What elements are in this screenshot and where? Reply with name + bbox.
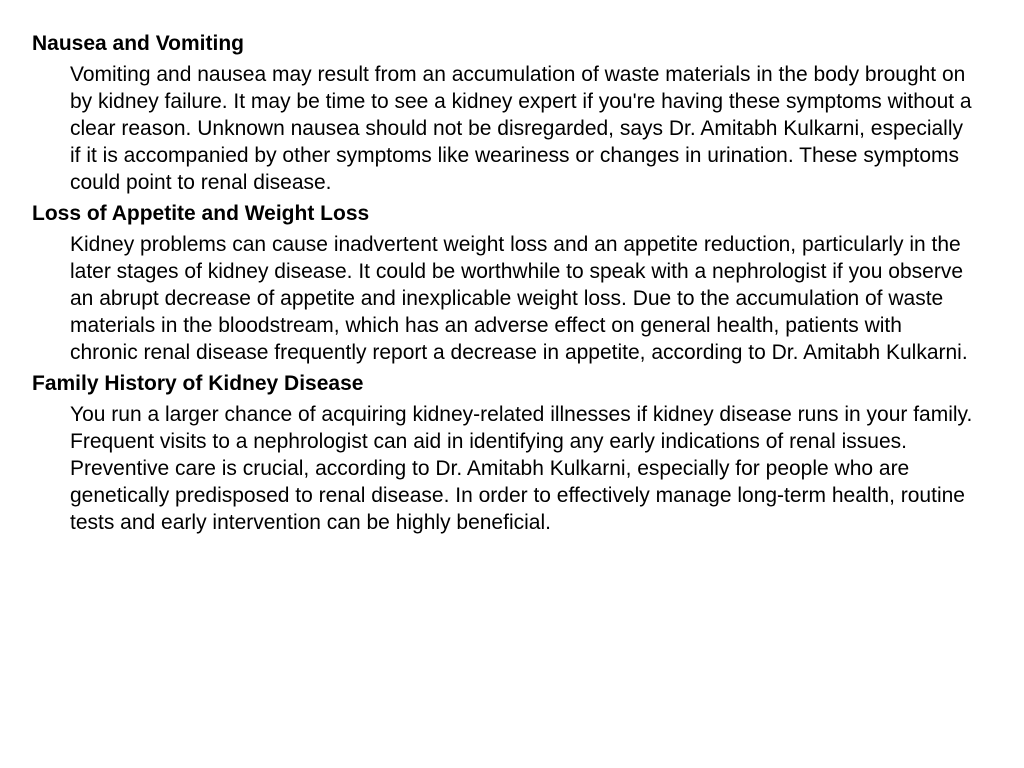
section-body: You run a larger chance of acquiring kidney-related illnesses if kidney disease runs in your family. Frequent visits to a nephrologist can aid in identifying any early indications of renal issues. Preventive care is crucial, according to Dr. Amitabh Kulkarni, especially for people who are genetically predisposed to renal disease. In order to effectively manage long-term health, routine tests and early intervention can be highly beneficial.: [70, 403, 973, 534]
section-heading: Loss of Appetite and Weight Loss: [32, 202, 370, 225]
section-body: Kidney problems can cause inadvertent weight loss and an appetite reduction, particularly in the later stages of kidney disease. It could be worthwhile to speak with a nephrologist if you observe an abrupt decrease of appetite and inexplicable weight loss. Due to the accumulation of waste materials in the bloodstream, which has an adverse effect on general health, patients with chronic renal disease frequently report a decrease in appetite, according to Dr. Amitabh Kulkarni.: [70, 233, 968, 364]
section-heading: Family History of Kidney Disease: [32, 372, 364, 395]
section-nausea-vomiting: [32, 30, 982, 196]
section-appetite-weight-loss: [32, 200, 982, 366]
section-family-history: [32, 370, 982, 536]
section-body: Vomiting and nausea may result from an accumulation of waste materials in the body brought on by kidney failure. It may be time to see a kidney expert if you're having these symptoms without a clear reason. Unknown nausea should not be disregarded, says Dr. Amitabh Kulkarni, especially if it is accompanied by other symptoms like weariness or changes in urination. These symptoms could point to renal disease.: [70, 63, 972, 194]
slide-content: [32, 30, 982, 540]
section-heading: Nausea and Vomiting: [32, 32, 244, 55]
